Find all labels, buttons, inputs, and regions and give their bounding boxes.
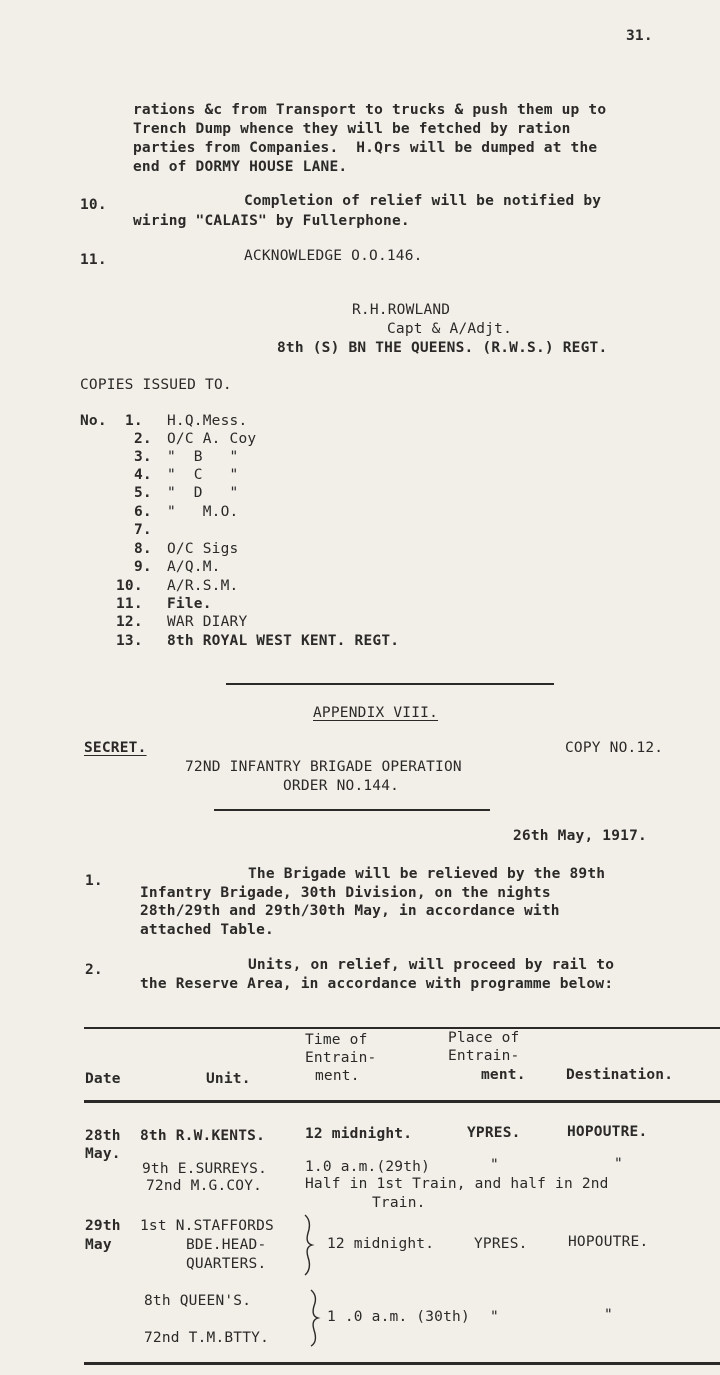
copy-number: 1. [125,413,143,429]
text-line: attached Table. [140,922,274,938]
order-date: 26th May, 1917. [513,828,647,844]
copy-number: 3. [134,449,152,465]
row-time: 12 midnight. [305,1126,413,1142]
header-place: ment. [481,1067,526,1083]
acknowledge-text: ACKNOWLEDGE O.O.146. [244,248,423,264]
copy-number: 10. [116,578,143,594]
row-unit: 72nd M.G.COY. [146,1178,263,1194]
copy-recipient: File. [167,596,212,612]
header-destination: Destination. [566,1067,674,1083]
bracket-mark [308,1288,324,1348]
copy-number: 4. [134,467,152,483]
row-date: May. [85,1146,121,1162]
row-place: YPRES. [474,1236,528,1252]
row-unit: 8th QUEEN'S. [144,1293,252,1309]
header-time: ment. [315,1068,360,1084]
copy-recipient: O/C A. Coy [167,431,257,447]
row-time: 12 midnight. [327,1236,435,1252]
header-place: Entrain- [448,1048,520,1064]
text-line: Infantry Brigade, 30th Division, on the nights [140,885,551,901]
text-line: Units, on relief, will proceed by rail to [248,957,615,973]
table-header-rule [84,1100,720,1103]
text-line: 28th/29th and 29th/30th May, in accordance with [140,903,560,919]
row-note: Train. [372,1195,426,1211]
page-number: 31. [626,28,653,44]
header-time: Entrain- [305,1050,377,1066]
copy-number-label: COPY NO.12. [565,740,664,756]
copy-recipient: 8th ROYAL WEST KENT. REGT. [167,633,400,649]
text-line: end of DORMY HOUSE LANE. [133,159,348,175]
copy-number: 9. [134,559,152,575]
order-number: ORDER NO.144. [283,778,400,794]
paragraph-number: 11. [80,252,107,268]
row-date: May [85,1237,112,1253]
row-unit: 72nd T.M.BTTY. [144,1330,270,1346]
row-destination: " [604,1307,613,1323]
header-date: Date [85,1071,121,1087]
header-unit: Unit. [206,1071,251,1087]
section-divider [226,683,554,685]
copy-number: 7. [134,522,152,538]
copy-number: 11. [116,596,143,612]
row-note: Half in 1st Train, and half in 2nd [305,1176,609,1192]
table-bottom-rule [84,1362,720,1365]
copy-number: 12. [116,614,143,630]
row-destination: HOPOUTRE. [567,1124,648,1140]
copy-recipient: " D " [167,485,239,501]
copy-recipient: A/R.S.M. [167,578,239,594]
row-unit: 8th R.W.KENTS. [140,1128,266,1144]
row-unit: 9th E.SURREYS. [142,1161,268,1177]
signature-rank: Capt & A/Adjt. [387,321,513,337]
row-destination: " [614,1156,623,1172]
paragraph-number: 10. [80,197,107,213]
copy-recipient: A/Q.M. [167,559,221,575]
copy-number: 8. [134,541,152,557]
paragraph-number: 1. [85,873,103,889]
signature-unit: 8th (S) BN THE QUEENS. (R.W.S.) REGT. [277,340,608,356]
copy-number: 5. [134,485,152,501]
row-date: 28th [85,1128,121,1144]
text-line: rations &c from Transport to trucks & push them up to [133,102,607,118]
signature-name: R.H.ROWLAND [352,302,451,318]
bracket-mark [302,1213,318,1277]
copy-number: 13. [116,633,143,649]
copy-recipient: H.Q.Mess. [167,413,248,429]
row-time: 1 .0 a.m. (30th) [327,1309,470,1325]
table-top-rule [84,1027,720,1029]
header-place: Place of [448,1030,520,1046]
copy-recipient: " C " [167,467,239,483]
paragraph-number: 2. [85,962,103,978]
text-line: the Reserve Area, in accordance with programme below: [140,976,614,992]
title-divider [214,809,490,811]
row-place: " [490,1157,499,1173]
row-unit: 1st N.STAFFORDS [140,1218,274,1234]
row-destination: HOPOUTRE. [568,1234,649,1250]
appendix-title: APPENDIX VIII. [313,705,439,721]
row-date: 29th [85,1218,121,1234]
text-line: The Brigade will be relieved by the 89th [248,866,606,882]
order-title: 72ND INFANTRY BRIGADE OPERATION [185,759,462,775]
row-place: " [490,1309,499,1325]
copy-recipient: O/C Sigs [167,541,239,557]
header-time: Time of [305,1032,368,1048]
copies-heading: COPIES ISSUED TO. [80,377,232,393]
row-place: YPRES. [467,1125,521,1141]
copies-prefix: No. [80,413,107,429]
row-unit: QUARTERS. [186,1256,267,1272]
row-time: 1.0 a.m.(29th) [305,1159,431,1175]
text-line: parties from Companies. H.Qrs will be dumped at the [133,140,598,156]
row-unit: BDE.HEAD- [186,1237,267,1253]
copy-number: 2. [134,431,152,447]
copy-recipient: " B " [167,449,239,465]
copy-recipient: WAR DIARY [167,614,248,630]
copy-recipient: " M.O. [167,504,239,520]
text-line: wiring "CALAIS" by Fullerphone. [133,213,410,229]
text-line: Trench Dump whence they will be fetched by ration [133,121,571,137]
text-line: Completion of relief will be notified by [244,193,602,209]
secret-marking: SECRET. [84,740,147,756]
copy-number: 6. [134,504,152,520]
